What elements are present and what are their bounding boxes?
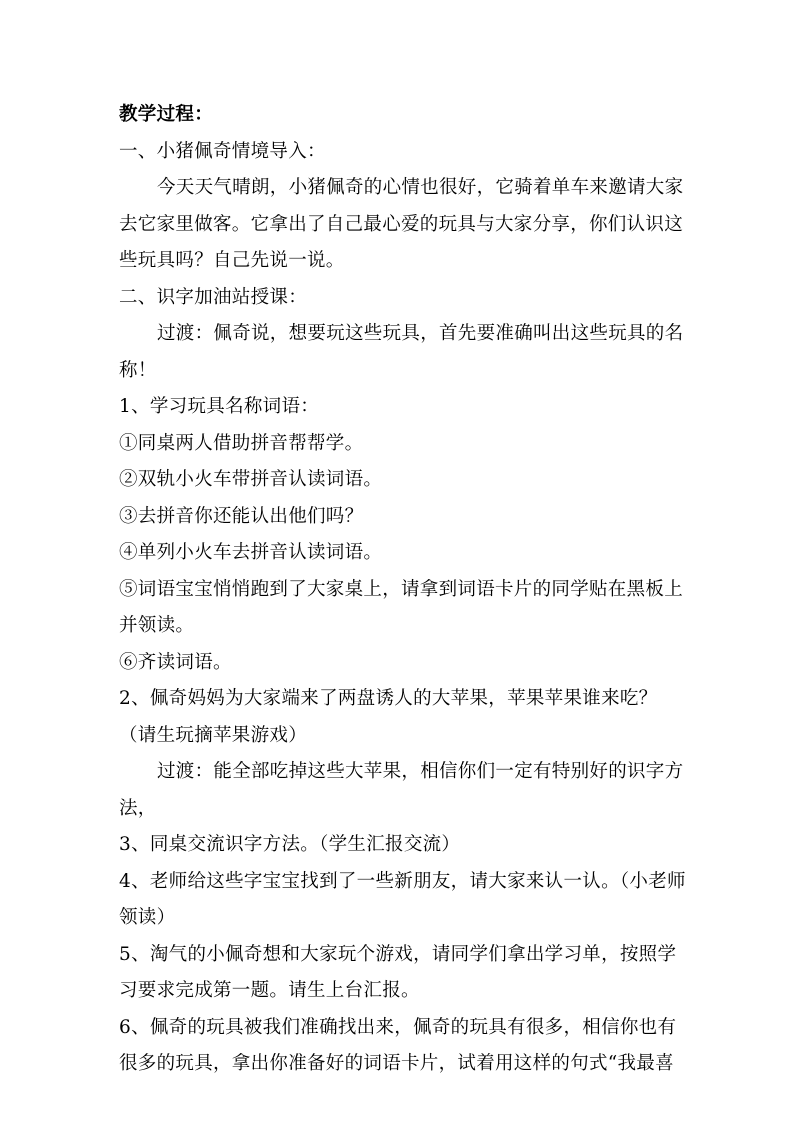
step-2-line-1: 2、佩奇妈妈为大家端来了两盘诱人的大苹果，苹果苹果谁来吃？ [119, 688, 658, 709]
paragraph-intro-line-1: 今天天气晴朗，小猪佩奇的心情也很好，它骑着单车来邀请大家 [157, 177, 684, 198]
section-heading-2: 二、识字加油站授课： [119, 286, 308, 308]
step-5-line-1: 5、淘气的小佩奇想和大家玩个游戏，请同学们拿出学习单，按照学 [119, 943, 677, 965]
step-1-item-4: ④单列小火车去拼音认读词语。 [119, 542, 383, 563]
step-1-item-1: ①同桌两人借助拼音帮帮学。 [119, 432, 364, 454]
step-4-line-1: 4、老师给这些字宝宝找到了一些新朋友，请大家来认一认。（小老师 [119, 870, 686, 892]
step-1-item-3: ③去拼音你还能认出他们吗？ [119, 505, 364, 527]
transition-2-line-2: 法， [119, 797, 157, 819]
document-body [119, 97, 686, 1083]
transition-line-1: 过渡：佩奇说，想要玩这些玩具，首先要准确叫出这些玩具的名 [157, 323, 684, 344]
step-1-heading: 1、学习玩具名称词语： [119, 396, 320, 417]
step-1-item-2: ②双轨小火车带拼音认读词语。 [119, 469, 383, 490]
step-2-line-2: （请生玩摘苹果游戏） [119, 724, 308, 746]
step-1-item-5-line-2: 并领读。 [119, 615, 195, 636]
section-title: 教学过程： [119, 104, 214, 125]
paragraph-intro-line-2: 去它家里做客。它拿出了自己最心爱的玩具与大家分享，你们认识这 [119, 213, 684, 235]
step-3: 3、同桌交流识字方法。（学生汇报交流） [119, 834, 461, 855]
step-5-line-2: 习要求完成第一题。请生上台汇报。 [119, 980, 420, 1001]
step-4-line-2: 领读） [119, 907, 176, 928]
step-6-line-2: 很多的玩具，拿出你准备好的词语卡片，试着用这样的句式“我最喜 [119, 1053, 674, 1074]
step-1-item-6: ⑥齐读词语。 [119, 651, 232, 673]
step-1-item-5-line-1: ⑤词语宝宝悄悄跑到了大家桌上，请拿到词语卡片的同学贴在黑板上 [119, 578, 684, 600]
section-heading-1: 一、小猪佩奇情境导入： [119, 140, 326, 162]
transition-line-2: 称！ [119, 359, 157, 381]
transition-2-line-1: 过渡：能全部吃掉这些大苹果，相信你们一定有特别好的识字方 [157, 761, 684, 782]
paragraph-intro-line-3: 些玩具吗？自己先说一说。 [119, 250, 345, 271]
step-6-line-1: 6、佩奇的玩具被我们准确找出来，佩奇的玩具有很多，相信你也有 [119, 1016, 677, 1038]
